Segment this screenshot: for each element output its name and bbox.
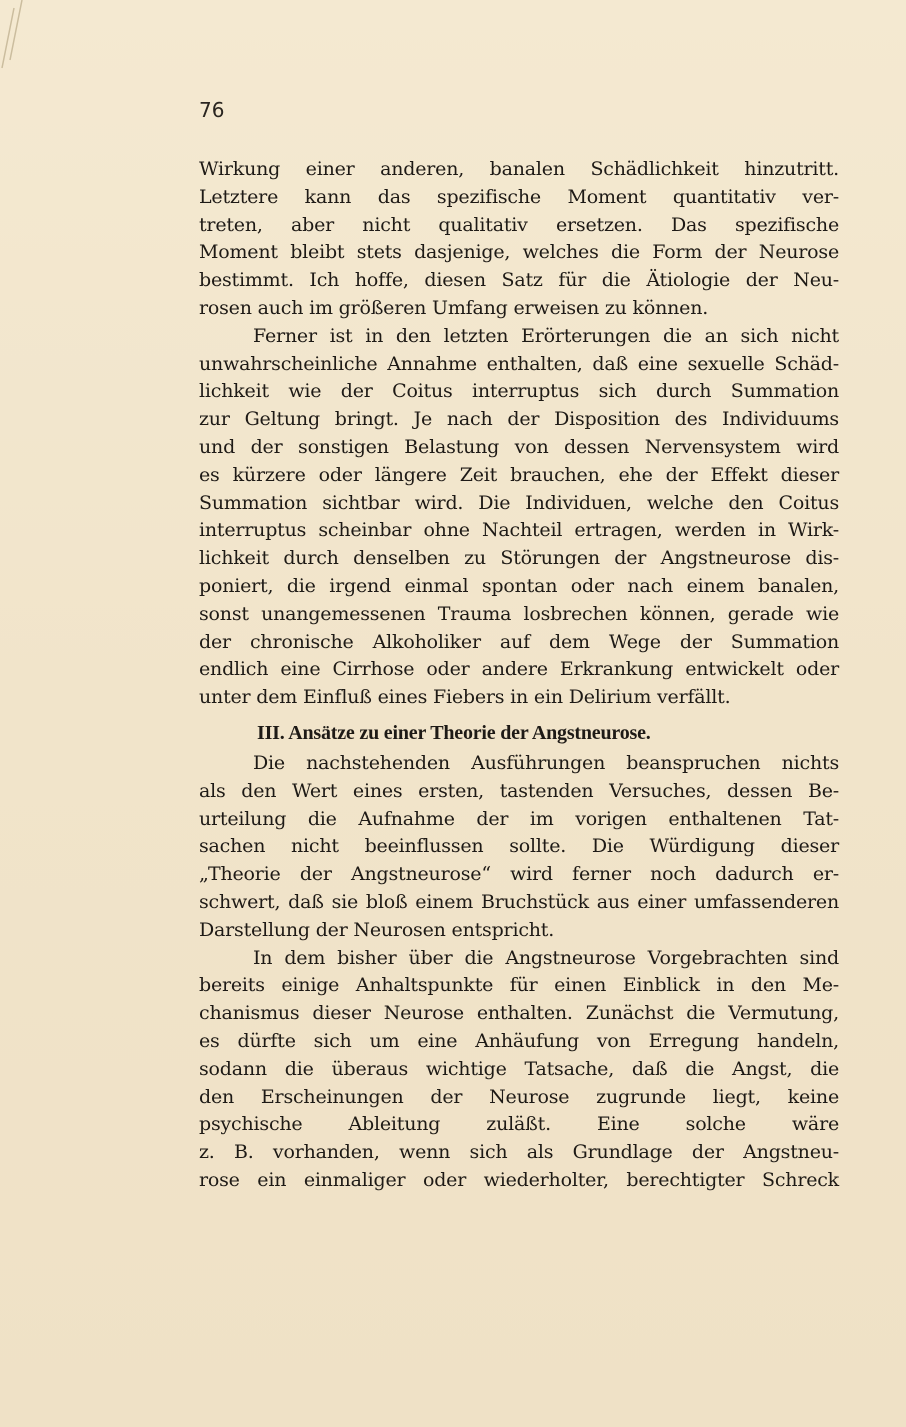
- text-line: Moment bleibt stets dasjenige, welches die Form der Neurose: [199, 241, 839, 264]
- text-line: psychische Ableitung zuläßt. Eine solche wäre: [199, 1113, 839, 1136]
- text-line: bestimmt. Ich hoffe, diesen Satz für die Ätiologie der Neu-: [199, 269, 839, 292]
- text-line: Die nachstehenden Ausführungen beanspruchen nichts: [253, 751, 839, 774]
- text-line: chanismus dieser Neurose enthalten. Zunächst die Vermutung,: [199, 1002, 839, 1025]
- text-line: Wirkung einer anderen, banalen Schädlichkeit hinzutritt.: [199, 158, 839, 180]
- text-line: den Erscheinungen der Neurose zugrunde liegt, keine: [199, 1085, 839, 1108]
- section-heading: III. Ansätze zu einer Theorie der Angstneurose.: [257, 721, 651, 744]
- page-corner-mark: [0, 0, 30, 70]
- text-line: und der sonstigen Belastung von dessen Nervensystem wird: [199, 435, 839, 458]
- text-line: endlich eine Cirrhose oder andere Erkrankung entwickelt oder: [199, 658, 839, 681]
- text-line: urteilung die Aufnahme der im vorigen enthaltenen Tat-: [199, 807, 839, 830]
- page-number: 76: [199, 98, 225, 122]
- text-line: als den Wert eines ersten, tastenden Versuches, dessen Be-: [199, 779, 839, 802]
- text-line: zur Geltung bringt. Je nach der Disposition des Individuums: [199, 408, 839, 431]
- text-line: treten, aber nicht qualitativ ersetzen. Das spezifische: [199, 213, 839, 236]
- text-line: bereits einige Anhaltspunkte für einen Einblick in den Me-: [199, 974, 839, 997]
- text-line: der chronische Alkoholiker auf dem Wege der Summation: [199, 630, 839, 653]
- text-line: rose ein einmaliger oder wiederholter, berechtigter Schreck: [199, 1168, 839, 1191]
- text-line: interruptus scheinbar ohne Nachteil ertragen, werden in Wirk-: [199, 519, 839, 542]
- text-line: unwahrscheinliche Annahme enthalten, daß eine sexuelle Schäd-: [199, 352, 839, 375]
- text-line: rosen auch im größeren Umfang erweisen zu können.: [199, 296, 709, 319]
- text-line: es dürfte sich um eine Anhäufung von Erregung handeln,: [199, 1029, 839, 1052]
- text-line: sonst unangemessenen Trauma losbrechen können, gerade wie: [199, 602, 839, 625]
- text-line: „Theorie der Angstneurose“ wird ferner noch dadurch er-: [199, 863, 839, 886]
- text-line: lichkeit wie der Coitus interruptus sich durch Summation: [199, 380, 839, 403]
- text-line: Ferner ist in den letzten Erörterungen die an sich nicht: [253, 324, 839, 347]
- text-line: schwert, daß sie bloß einem Bruchstück aus einer umfassenderen: [199, 890, 839, 913]
- text-line: In dem bisher über die Angstneurose Vorgebrachten sind: [253, 946, 839, 969]
- text-line: lichkeit durch denselben zu Störungen der Angstneurose dis-: [199, 547, 839, 570]
- text-line: Summation sichtbar wird. Die Individuen, welche den Coitus: [199, 491, 839, 514]
- text-line: sodann die überaus wichtige Tatsache, daß die Angst, die: [199, 1057, 839, 1080]
- text-line: Darstellung der Neurosen entspricht.: [199, 918, 555, 941]
- text-line: z. B. vorhanden, wenn sich als Grundlage der Angstneu-: [199, 1141, 839, 1164]
- text-line: sachen nicht beeinflussen sollte. Die Würdigung dieser: [199, 835, 839, 858]
- text-line: es kürzere oder längere Zeit brauchen, ehe der Effekt dieser: [199, 463, 839, 486]
- text-line: unter dem Einfluß eines Fiebers in ein Delirium verfällt.: [199, 686, 731, 709]
- body-text: [199, 156, 839, 1195]
- text-line: Letztere kann das spezifische Moment quantitativ ver-: [199, 185, 839, 208]
- text-line: poniert, die irgend einmal spontan oder nach einem banalen,: [199, 574, 839, 597]
